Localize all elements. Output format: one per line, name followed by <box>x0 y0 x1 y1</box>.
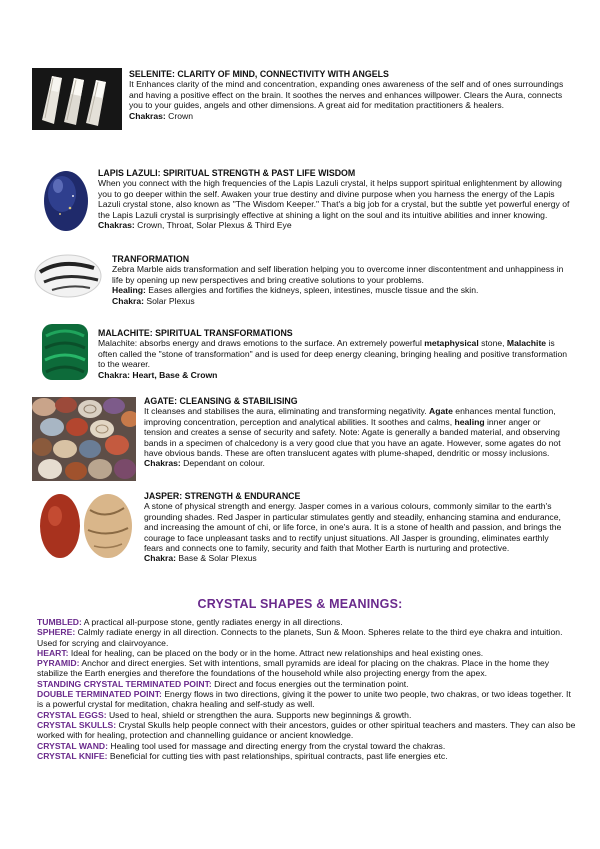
agate-entry <box>144 396 568 469</box>
jasper-title: JASPER: STRENGTH & ENDURANCE <box>144 491 301 501</box>
jasper-chakra: Chakra: Base & Solar Plexus <box>144 553 257 564</box>
list-item: CRYSTAL SKULLS: Crystal Skulls help people connect with their ancestors, guides or other spiritual teachers and masters. They can also be worked with for healing, protection and channelling guidance or ancient knowledge. <box>37 719 576 741</box>
list-item: CRYSTAL WAND: Healing tool used for massage and directing energy from the crystal toward the chakras. <box>37 740 446 751</box>
lapis-lazuli-image <box>38 168 94 234</box>
jasper-image <box>36 490 136 562</box>
malachite-title: MALACHITE: SPIRITUAL TRANSFORMATIONS <box>98 328 293 338</box>
lapis-lazuli-chakra: Chakras: Crown, Throat, Solar Plexus & Third Eye <box>98 220 292 231</box>
malachite-chakra: Chakra: Heart, Base & Crown <box>98 369 218 380</box>
malachite-image <box>40 322 90 382</box>
list-item: CRYSTAL EGGS: Used to heal, shield or strengthen the aura. Supports new beginnings & growth. <box>37 709 412 720</box>
list-item: PYRAMID: Anchor and direct energies. Set with intentions, small pyramids are ideal for placing on the chakras. Place in the home they stabilize the Earth energies and therefore the foundations of the household while also projecting energy from the apex. <box>37 658 550 679</box>
zebra-marble-entry <box>112 254 564 306</box>
selenite-body: It Enhances clarity of the mind and concentration, expanding ones awareness of the self and of ones surroundings and having a positive effect on the brain. It soothes the nerves and enhances willpower. Clears the Aura, connects you to your guides, angels and other dimensions. A great aid for meditation practitioners & healers. <box>129 79 564 111</box>
lapis-lazuli-body: When you connect with the high frequencies of the Lapis Lazuli crystal, it helps support spiritual enlightenment by allowing you to go deeper within the self. Awaken your true destiny and divine purpose when you harness the energy of the Lapis Lazuli crystal stone, also known as "The Wisdom Keeper." That's a big job for a crystal, but the subtle yet powerful energy of the Lapis Lazuli crystal is surprisingly effective at shining a light on the soul and its intuitive abilities and inner knowing. <box>98 178 570 220</box>
selenite-chakra: Chakras: Crown <box>129 110 194 121</box>
list-item: SPHERE: Calmly radiate energy in all direction. Connects to the planets, Sun & Moon. Spheres relate to the third eye chakra and intuition. Used for scrying and clairvoyance. <box>37 627 563 648</box>
zebra-marble-image <box>32 250 104 302</box>
selenite-entry <box>129 69 569 121</box>
list-item: HEART: Ideal for healing, can be placed on the body or in the home. Attract new relationships and heal existing ones. <box>37 647 484 658</box>
zebra-marble-chakra: Chakra: Solar Plexus <box>112 295 195 306</box>
zebra-marble-title: TRANFORMATION <box>112 254 190 264</box>
list-item: CRYSTAL KNIFE: Beneficial for cutting ties with past relationships, spiritual contracts, past life energies etc. <box>37 750 448 761</box>
jasper-entry <box>144 491 568 564</box>
malachite-entry <box>98 328 568 380</box>
lapis-lazuli-title: LAPIS LAZULI: SPIRITUAL STRENGTH & PAST LIFE WISDOM <box>98 168 356 178</box>
crystal-shapes-heading: CRYSTAL SHAPES & MEANINGS: <box>197 597 403 611</box>
selenite-image <box>32 68 122 130</box>
agate-body: It cleanses and stabilises the aura, eliminating and transforming negativity. Agate enhances mental function, improving concentration, perception and analytical abilities. It soothes and calms, healing inner anger or tension and creates a sense of security and safety. Note: Agate is generally a banded material, and observing bands in a specimen of chalcedony is a very good clue that you have an agate. However, some agates do not have obvious bands. These are often translucent agates with plume-shaped, dendritic or mossy inclusions. <box>144 406 561 459</box>
lapis-lazuli-entry <box>98 168 570 230</box>
agate-image <box>32 397 136 481</box>
list-item: DOUBLE TERMINATED POINT: Energy flows in two directions, giving it the power to unite two people, two chakras, or two ideas together. It is a powerful crystal for meditation, chakra healing and self-study as well. <box>37 689 571 710</box>
zebra-marble-body: Zebra Marble aids transformation and self liberation helping you to overcome inner discontentment and unhappiness in life by opening up new perspectives and bring creative solutions to your problems. <box>112 264 564 285</box>
jasper-body: A stone of physical strength and energy. Jasper comes in a various colours, commonly similar to the earth's grounding shades. Red Jasper in particular stimulates gently and steadily, enhancing stamina and endurance, and increasing the amount of chi, or life force, in one's aura. It is a stone of health and passion, and brings the courage to face unpleasant tasks and to rectify unjust situations. All Jasper is grounding, eliminates earthly fears and connects one to family, security and faith that Mother Earth is nurturing and protective. <box>144 501 562 554</box>
agate-title: AGATE: CLEANSING & STABILISING <box>144 396 298 406</box>
agate-chakra: Chakras: Dependant on colour. <box>144 458 265 469</box>
selenite-title: SELENITE: CLARITY OF MIND, CONNECTIVITY WITH ANGELS <box>129 69 389 79</box>
list-item: TUMBLED: A practical all-purpose stone, gently radiates energy in all directions. <box>37 617 343 627</box>
list-item: STANDING CRYSTAL TERMINATED POINT: Direct and focus energies out the termination point. <box>37 678 409 689</box>
malachite-body: Malachite: absorbs energy and draws emotions to the surface. An extremely powerful metaphysical stone, Malachite is often called the "stone of transformation" and is used for deep energy cleaning, bringing healing and positive transformation to the wearer. <box>98 338 568 370</box>
zebra-marble-healing: Healing: Eases allergies and fortifies the kidneys, spleen, intestines, muscle tissue and the skin. <box>112 285 479 296</box>
crystal-shapes-list <box>37 617 577 761</box>
